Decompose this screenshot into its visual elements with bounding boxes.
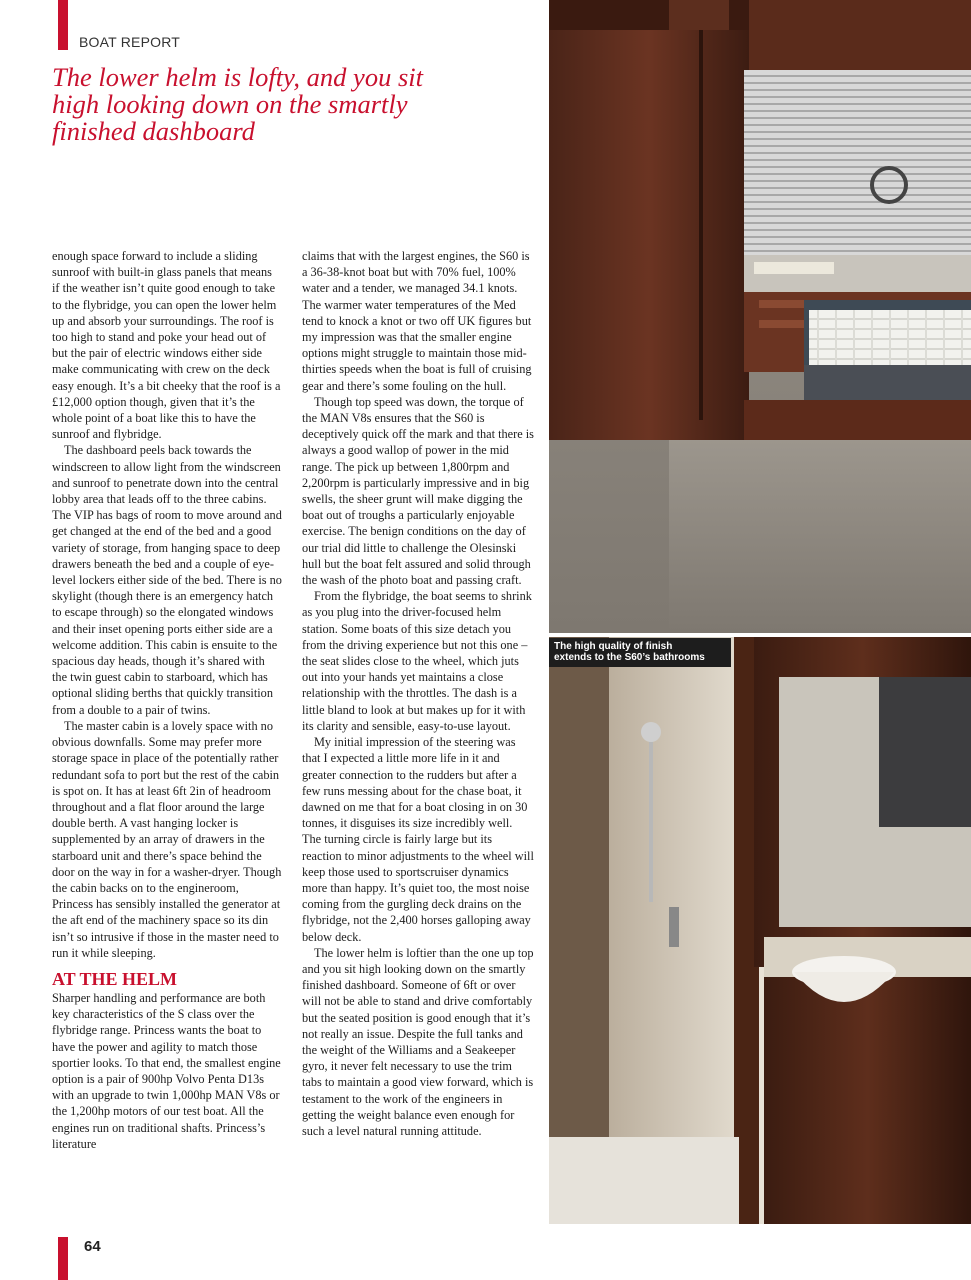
article-column-middle: [302, 248, 534, 1139]
subheading-at-the-helm: AT THE HELM: [52, 968, 178, 989]
bathroom-photo: [549, 637, 971, 1224]
paragraph: The master cabin is a lovely space with no obvious downfalls. Some may prefer more storage space in place of the potentially rather redundant sofa to port but the rest of the cabin is spot on. It has at least 6ft 2in of headroom throughout and a flat floor around the large double berth. A vast hanging locker is supplemented by an array of drawers in the starboard unit and there’s space behind the door on the way in for a washer-dryer. Though the cabin backs on to the engineroom, Princess has sensibly installed the generator at the aft end of the machinery space so its din isn’t so intrusive if those in the master need to run it while sleeping.: [52, 718, 282, 960]
paragraph: From the flybridge, the boat seems to shrink as you plug into the driver-focused helm station. Some boats of this size detach you from the driving experience but not this one – the seat slides close to the wheel, which juts out into your hands yet maintains a close relationship with the throttles. The dash is a little bland to look at but makes up for it with its clarity and sensible, easy-to-use layout.: [302, 589, 532, 733]
paragraph: Though top speed was down, the torque of the MAN V8s ensures that the S60 is deceptively quick off the mark and that there is always a good wallop of power in the mid range. The pick up between 1,800rpm and 2,200rpm is particularly impressive and in big swells, the sheer grunt will make digging the boat out of troughs a particularly enjoyable exercise. The benign conditions on the day of our trial did little to challenge the Olesinski hull but the boat felt assured and solid through the wash of the photo boat and passing craft.: [302, 394, 534, 588]
article-column-left: [52, 248, 282, 1152]
paragraph: The lower helm is loftier than the one up top and you sit high looking down on the smartly finished dashboard. Someone of 6ft or over will not be able to stand and drive comfortably but the seated position is good enough that it’s not really an issue. Despite the full tanks and the weight of the Williams and a Seakeeper gyro, it never felt necessary to use the trim tabs to maintain a good view forward, which is testament to the work of the engineers in getting the weight balance even enough for such a level natural running attitude.: [302, 945, 534, 1138]
pull-quote: The lower helm is lofty, and you sit high looking down on the smartly finished dashboard: [52, 62, 423, 146]
section-label: BOAT REPORT: [79, 34, 180, 50]
paragraph: enough space forward to include a sliding sunroof with built-in glass panels that means if the weather isn’t quite good enough to take to the flybridge, you can open the lower helm up and absorb your surroundings. The roof is too high to stand and poke your head out of but the pair of electric windows either side make communicating with crew on the deck easy enough. It’s a bit cheeky that the roof is a £12,000 option though, given that it’s the whole point of a boat like this to have the sunroof and flybridge.: [52, 249, 281, 442]
paragraph: Sharper handling and performance are both key characteristics of the S class over the flybridge range. Princess wants the boat to have the power and agility to match those sportier looks. To that end, the smallest engine option is a pair of 900hp Volvo Penta D13s with an upgrade to twin 1,000hp MAN V8s or the 1,200hp motors of our test boat. All the engines run on traditional shafts. Princess’s literature: [52, 990, 281, 1151]
photo-caption: [549, 638, 731, 667]
caption-line: The high quality of finish: [554, 641, 673, 652]
cabin-photo: [549, 0, 971, 633]
footer-accent-bar: [58, 1237, 68, 1280]
page-number: 64: [84, 1238, 101, 1255]
bathroom-photo-illustration: [549, 637, 971, 1224]
caption-line: extends to the S60’s bathrooms: [554, 652, 705, 663]
paragraph: claims that with the largest engines, the S60 is a 36-38-knot boat but with 70% fuel, 100% water and a tender, we managed 34.1 knots. The warmer water temperatures of the Med tend to knock a knot or two off UK figures but my impression was that the smaller engine options might struggle to maintain those mid-thirties speeds when the boat is full of cruising gear and there’s some fouling on the hull.: [302, 249, 532, 393]
cabin-photo-illustration: [549, 0, 971, 633]
paragraph: The dashboard peels back towards the windscreen to allow light from the windscreen and sunroof to penetrate down into the central lobby area that leads off to the three cabins. The VIP has bags of room to move around and get changed at the end of the bed and a good variety of storage, from hanging space to deep drawers beneath the bed and a couple of eye-level lockers either side of the bed. There is no skylight (though there is an emergency hatch to escape through) so the elongated windows and their inset opening ports either side are a welcome addition. This cabin is ensuite to the spacious day heads, though it’s shared with the twin guest cabin to starboard, which has optional sliding berths that quickly transition from a double to a pair of twins.: [52, 443, 282, 717]
header-accent-bar: [58, 0, 68, 50]
paragraph: My initial impression of the steering was that I expected a little more life in it and greater connection to the rudders but after a few runs messing about for the chase boat, it dawned on me that for a boat closing in on 30 tonnes, it disguises its size incredibly well. The turning circle is fairly large but its reaction to minor adjustments to the wheel will keep those used to sportscruiser dynamics more than happy. It’s quiet too, the most noise coming from the gurgling deck drains on the flybridge, not the 2,400 horses galloping away below deck.: [302, 735, 534, 944]
